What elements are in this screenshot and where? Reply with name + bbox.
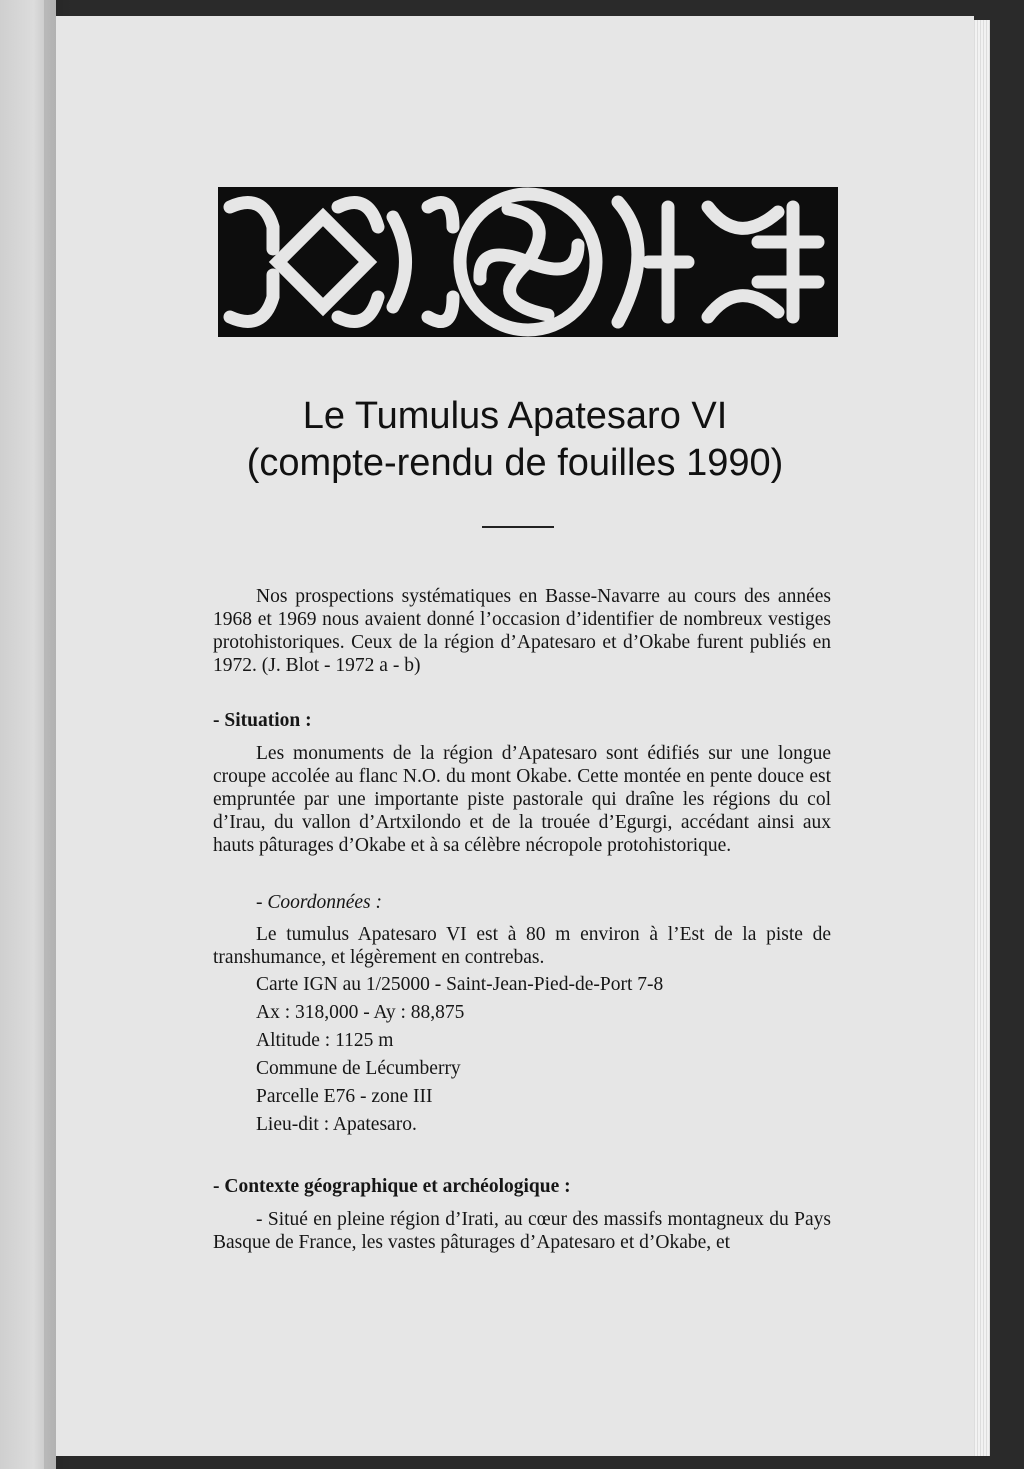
coordonnees-paragraph: Le tumulus Apatesaro VI est à 80 m environ à l’Est de la piste de transhumance, et légèrement en contrebas. (213, 924, 831, 968)
coord-line-commune: Commune de Lécumberry (256, 1058, 461, 1079)
coord-line-altitude: Altitude : 1125 m (256, 1030, 394, 1051)
basque-ornament-banner (218, 187, 838, 337)
ornament-graphic (218, 187, 838, 337)
article-title-line-2: (compte-rendu de fouilles 1990) (246, 442, 784, 484)
situation-paragraph: Les monuments de la région d’Apatesaro sont édifiés sur une longue croupe accolée au flanc N.O. du mont Okabe. Cette montée en pente douce est empruntée par une importante piste pastorale qui draîne les régions du col d’Irau, du vallon d’Artxilondo et de la trouée d’Egurgi, accédant ainsi aux hauts pâturages d’Okabe et à sa célèbre nécropole protohistorique. (213, 743, 831, 856)
coord-line-lieu-dit: Lieu-dit : Apatesaro. (256, 1114, 417, 1135)
coordonnees-heading: - Coordonnées : (256, 892, 383, 913)
book-page (56, 16, 974, 1456)
contexte-paragraph: - Situé en pleine région d’Irati, au cœur des massifs montagneux du Pays Basque de France, les vastes pâturages d’Apatesaro et d’Okabe, et (213, 1209, 831, 1253)
coord-line-ax-ay: Ax : 318,000 - Ay : 88,875 (256, 1002, 465, 1023)
contexte-heading: - Contexte géographique et archéologique : (213, 1176, 571, 1197)
article-title-line-1: Le Tumulus Apatesaro VI (302, 395, 728, 437)
page-edges (972, 20, 990, 1456)
coord-line-parcelle: Parcelle E76 - zone III (256, 1086, 433, 1107)
situation-heading: - Situation : (213, 710, 312, 731)
coord-line-carte: Carte IGN au 1/25000 - Saint-Jean-Pied-de-Port 7-8 (256, 974, 664, 995)
title-divider (482, 526, 554, 528)
intro-paragraph: Nos prospections systématiques en Basse-Navarre au cours des années 1968 et 1969 nous avaient donné l’occasion d’identifier de nombreux vestiges protohistoriques. Ceux de la région d’Apatesaro et d’Okabe furent publiés en 1972. (J. Blot - 1972 a - b) (213, 586, 831, 676)
